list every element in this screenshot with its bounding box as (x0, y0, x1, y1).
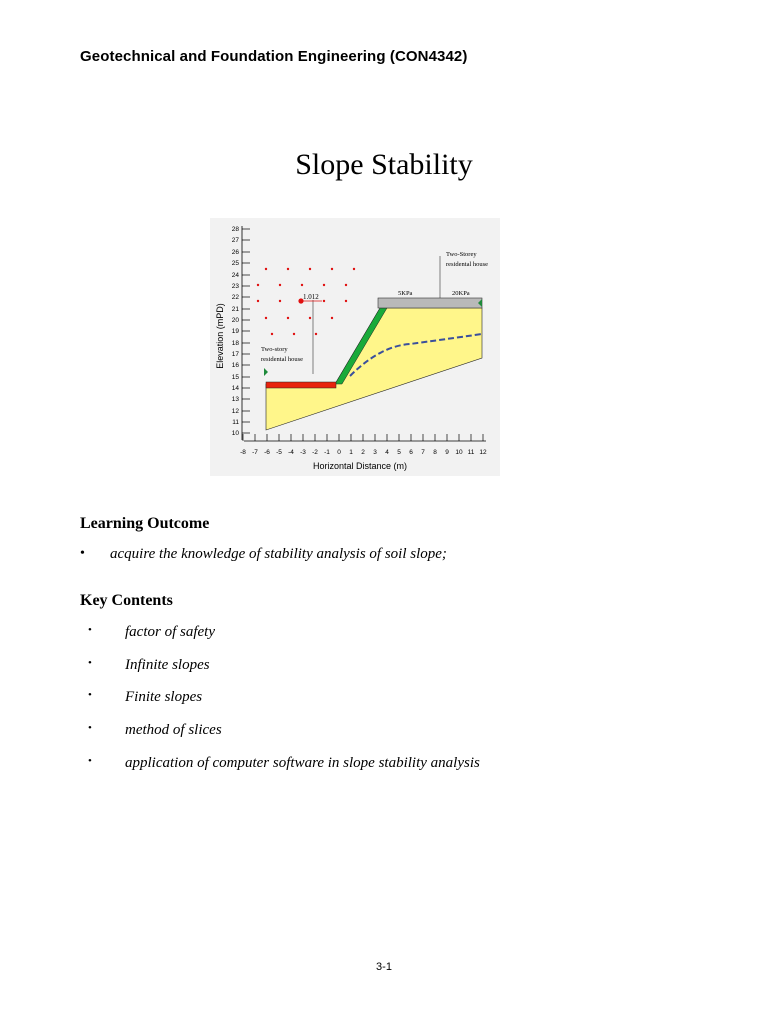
x-tick-label: 0 (337, 449, 341, 456)
x-tick-label: 4 (385, 449, 389, 456)
key-content-text: factor of safety (125, 624, 215, 640)
bullet-icon: • (88, 657, 92, 669)
x-tick-label: 12 (479, 449, 487, 456)
ground-slab (266, 382, 336, 388)
key-content-text: method of slices (125, 722, 222, 738)
y-tick-label: 26 (231, 249, 239, 256)
house-right-line1: Two-Storey (446, 251, 477, 258)
y-tick-label: 19 (231, 328, 239, 335)
house-right-line2: residental house (446, 261, 489, 268)
x-tick-label: -4 (288, 449, 294, 456)
x-tick-label: 5 (397, 449, 401, 456)
x-tick-label: 8 (433, 449, 437, 456)
y-tick-label: 14 (231, 385, 239, 392)
key-content-text: Finite slopes (125, 689, 203, 705)
key-contents-heading: Key Contents (80, 592, 173, 609)
x-tick-label: 1 (349, 449, 353, 456)
x-axis-label: Horizontal Distance (m) (312, 461, 408, 471)
x-tick-label: 6 (409, 449, 413, 456)
x-tick-label: -8 (240, 449, 246, 456)
y-tick-label: 24 (231, 272, 239, 279)
x-tick-label: 2 (361, 449, 365, 456)
y-tick-label: 18 (231, 340, 239, 347)
bullet-icon: • (88, 722, 92, 734)
x-axis-ticks (243, 434, 483, 441)
y-tick-label: 17 (231, 351, 239, 358)
x-tick-label: -6 (264, 449, 270, 456)
course-header: Geotechnical and Foundation Engineering (CON4342) (80, 48, 468, 65)
y-tick-label: 27 (231, 237, 239, 244)
house-left-line1: Two-story (261, 346, 288, 353)
x-tick-label: 11 (467, 449, 475, 456)
slope-stability-figure (210, 218, 500, 476)
y-tick-label: 15 (231, 374, 239, 381)
key-content-text: Infinite slopes (125, 657, 210, 673)
house-load-strip (378, 298, 482, 308)
y-tick-label: 16 (231, 362, 239, 369)
fos-label: 1.012 (303, 293, 319, 301)
y-tick-label: 22 (231, 294, 239, 301)
load-right-label: 20KPa (452, 290, 470, 297)
bullet-icon: • (88, 689, 92, 701)
learning-outcome-heading: Learning Outcome (80, 515, 210, 532)
learning-outcome-text: acquire the knowledge of stability analysis of soil slope; (110, 546, 447, 562)
page-number: 3-1 (376, 961, 392, 973)
x-tick-label: -3 (300, 449, 306, 456)
x-tick-label: 9 (445, 449, 449, 456)
x-tick-label: -2 (312, 449, 318, 456)
x-tick-label: 3 (373, 449, 377, 456)
bullet-icon: • (80, 546, 85, 561)
y-tick-label: 28 (231, 226, 239, 233)
y-tick-label: 23 (231, 283, 239, 290)
bullet-icon: • (88, 624, 92, 636)
key-content-text: application of computer software in slope stability analysis (125, 755, 480, 771)
slope-cross-section-diagram (210, 218, 500, 476)
y-axis-label: Elevation (mPD) (215, 303, 225, 369)
x-tick-label: -1 (324, 449, 330, 456)
x-tick-label: 7 (421, 449, 425, 456)
y-tick-label: 21 (231, 306, 239, 313)
y-tick-label: 13 (231, 396, 239, 403)
y-tick-label: 12 (231, 408, 239, 415)
y-tick-label: 20 (231, 317, 239, 324)
page-title: Slope Stability (295, 148, 473, 181)
y-tick-label: 11 (232, 419, 239, 426)
y-tick-label: 25 (231, 260, 239, 267)
load-left-label: 5KPa (398, 290, 413, 297)
x-tick-label: -5 (276, 449, 282, 456)
y-tick-label: 10 (231, 430, 239, 437)
x-tick-label: -7 (252, 449, 258, 456)
x-tick-label: 10 (455, 449, 463, 456)
house-left-line2: residental house (261, 356, 304, 363)
bullet-icon: • (88, 755, 92, 767)
